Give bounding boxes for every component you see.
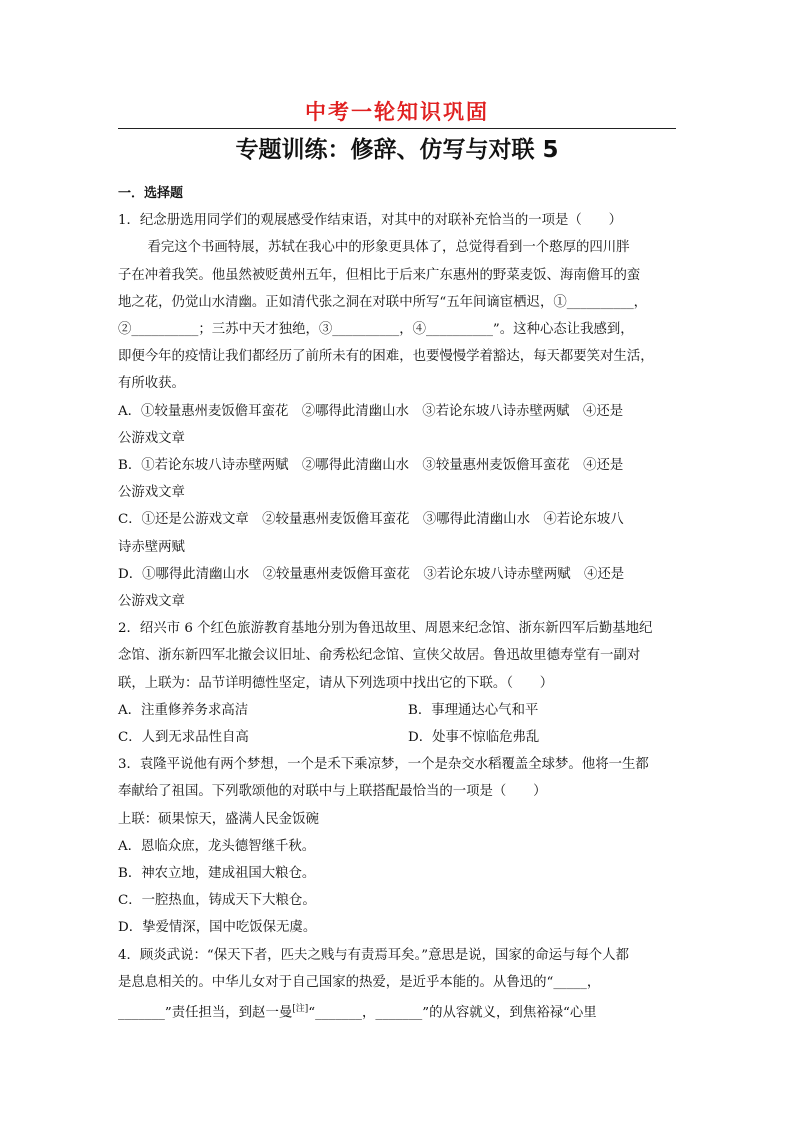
q4-line-part: _______”责任担当，到赵一曼 xyxy=(118,1005,293,1021)
q3-stem-line: 3．袁隆平说他有两个梦想，一个是禾下乘凉梦，一个是杂交水稻覆盖全球梦。他将一生都 xyxy=(118,757,649,773)
q2-option-a: A．注重修养务求高洁 xyxy=(118,702,249,718)
q3-option-b: B．神农立地，建成祖国大粮仓。 xyxy=(118,866,316,882)
document-body xyxy=(118,180,678,1027)
q1-option-b-cont: 公游戏文章 xyxy=(118,485,185,501)
q2-option-d: D．处事不惊临危弗乱 xyxy=(408,730,540,746)
q4-line xyxy=(118,996,678,1027)
q3-option-d: D．挚爱情深，国中吃饭保无虞。 xyxy=(118,920,317,936)
q3-stem-line: 奉献给了祖国。下列歌颂他的对联中与上联搭配最恰当的一项是（ ） xyxy=(118,784,547,800)
q2-stem-line: 2．绍兴市 6 个红色旅游教育基地分别为鲁迅故里、周恩来纪念馆、浙东新四军后勤基地纪 xyxy=(118,621,653,637)
q1-option-c: C．①还是公游戏文章 ②较量惠州麦饭儋耳蛮花 ③哪得此清幽山水 ④若论东坡八 xyxy=(118,512,624,528)
section-heading: 一．选择题 xyxy=(118,186,184,201)
footnote-marker: [注] xyxy=(292,1004,309,1015)
q1-passage-line: ②__________；三苏中天才独绝，③__________，④__________”。这种心态让我感到， xyxy=(118,322,634,338)
header-rule xyxy=(118,128,676,129)
q1-option-d: D．①哪得此清幽山水 ②较量惠州麦饭儋耳蛮花 ③若论东坡八诗赤壁两赋 ④还是 xyxy=(118,566,625,582)
q3-option-c: C．一腔热血，铸成天下大粮仓。 xyxy=(118,893,316,909)
q1-passage-line: 子在冲着我笑。他虽然被贬黄州五年，但相比于后来广东惠州的野菜麦饭、海南儋耳的蛮 xyxy=(118,267,641,283)
q1-option-a-cont: 公游戏文章 xyxy=(118,430,185,446)
page-title: 专题训练：修辞、仿写与对联 5 xyxy=(235,137,559,163)
q2-stem-line: 联，上联为：品节详明德性坚定，请从下列选项中找出它的下联。（ ） xyxy=(118,675,554,691)
q2-option-b: B．事理通达心气和平 xyxy=(408,702,539,718)
q2-option-c: C．人到无求品性自高 xyxy=(118,730,249,746)
q1-stem: 1．纪念册选用同学们的观展感受作结束语，对其中的对联补充恰当的一项是（ ） xyxy=(118,213,622,229)
q2-stem-line: 念馆、浙东新四军北撤会议旧址、俞秀松纪念馆、宣侠父故居。鲁迅故里德寿堂有一副对 xyxy=(118,648,641,664)
q1-passage-line: 看完这个书画特展，苏轼在我心中的形象更具体了，总觉得看到一个憨厚的四川胖 xyxy=(147,240,630,256)
q1-passage-line: 有所收获。 xyxy=(118,376,185,392)
q1-passage-line: 即便今年的疫情让我们都经历了前所未有的困难，也要慢慢学着豁达，每天都要笑对生活， xyxy=(118,349,654,365)
q1-option-a: A．①较量惠州麦饭儋耳蛮花 ②哪得此清幽山水 ③若论东坡八诗赤壁两赋 ④还是 xyxy=(118,403,624,419)
q4-line: 是息息相关的。中华儿女对于自己国家的热爱，是近乎本能的。从鲁迅的“_____， xyxy=(118,974,601,990)
q2-options-row xyxy=(118,724,678,751)
q1-option-b: B．①若论东坡八诗赤壁两赋 ②哪得此清幽山水 ③较量惠州麦饭儋耳蛮花 ④还是 xyxy=(118,458,624,474)
q4-line: 4．顾炎武说：“保天下者，匹夫之贱与有责焉耳矣。”意思是说，国家的命运与每个人都 xyxy=(118,947,629,963)
q3-option-a: A．恩临众庶，龙头德智继千秋。 xyxy=(118,838,316,854)
q4-line-part: “_______，_______”的从容就义，到焦裕禄“心里 xyxy=(308,1005,597,1021)
q1-option-d-cont: 公游戏文章 xyxy=(118,594,185,610)
q1-option-c-cont: 诗赤壁两赋 xyxy=(118,539,185,555)
q3-upper-couplet: 上联：硕果惊天，盛满人民金饭碗 xyxy=(118,811,319,827)
q1-passage-line: 地之花，仍觉山水清幽。正如清代张之洞在对联中所写“五年间谪宦栖迟，①__________， xyxy=(118,294,648,310)
page-header: 中考一轮知识巩固 xyxy=(305,99,489,124)
q2-options-row xyxy=(118,697,678,724)
